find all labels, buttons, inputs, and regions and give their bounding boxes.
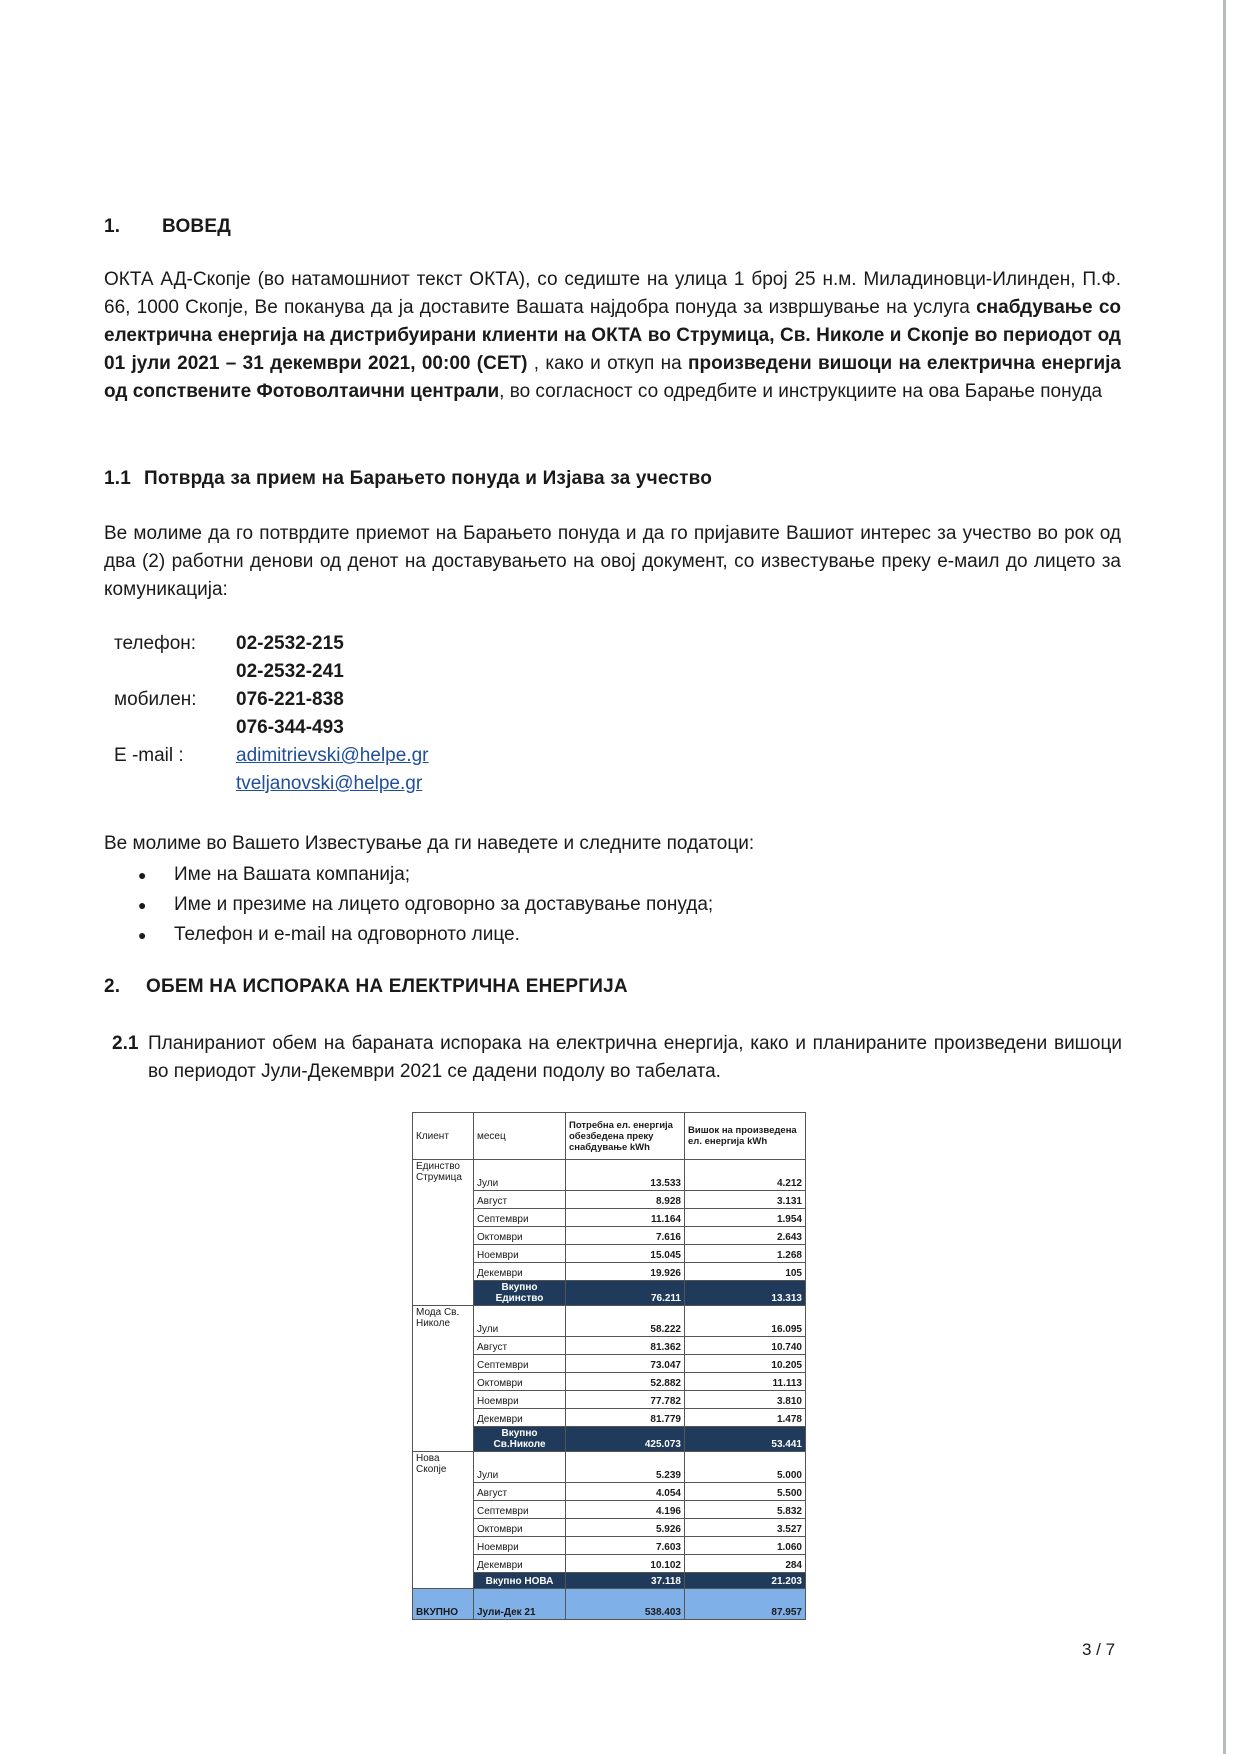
surplus-cell: 105 xyxy=(685,1263,806,1281)
demand-cell: 58.222 xyxy=(566,1306,685,1337)
client-cell: Единство Струмица xyxy=(413,1160,474,1306)
bullet-icon: ● xyxy=(138,897,147,913)
surplus-cell: 3.527 xyxy=(685,1519,806,1537)
grand-total-surplus: 87.957 xyxy=(685,1589,806,1620)
header-client: Клиент xyxy=(413,1113,474,1160)
email-link[interactable]: adimitrievski@helpe.gr xyxy=(236,745,429,766)
subtotal-demand: 425.073 xyxy=(566,1427,685,1452)
subtotal-surplus: 13.313 xyxy=(685,1281,806,1306)
phone-label: телефон: xyxy=(114,633,197,654)
page-edge-divider xyxy=(1223,0,1226,1754)
list-item-text: Име и презиме на лицето одговорно за доставување понуда; xyxy=(174,894,714,915)
mobile-number: 076-221-838 xyxy=(236,689,344,710)
demand-cell: 7.603 xyxy=(566,1537,685,1555)
table-row xyxy=(413,1306,806,1337)
contact-mobile-row xyxy=(114,714,428,742)
surplus-cell: 1.478 xyxy=(685,1409,806,1427)
section-1-heading xyxy=(104,216,231,238)
confirmation-paragraph: Ве молиме да го потврдите приемот на Барањето понуда и да го пријавите Вашиот интерес за учество во рок од два (2) работни денови од денот на доставувањето на овој документ, со известување преку е-маил до лицето за комуникација: xyxy=(104,523,1121,600)
demand-cell: 19.926 xyxy=(566,1263,685,1281)
surplus-cell: 3.131 xyxy=(685,1191,806,1209)
demand-cell: 81.779 xyxy=(566,1409,685,1427)
demand-cell: 13.533 xyxy=(566,1160,685,1191)
header-demand: Потребна ел. енергија обезбедена преку снабдување kWh xyxy=(566,1113,685,1160)
section-title: ОБЕМ НА ИСПОРАКА НА ЕЛЕКТРИЧНА ЕНЕРГИЈА xyxy=(146,976,628,997)
energy-volume-table xyxy=(412,1112,806,1620)
section-number: 1. xyxy=(104,216,121,237)
section-2-heading xyxy=(104,976,628,998)
subtotal-surplus: 21.203 xyxy=(685,1573,806,1589)
subtotal-demand: 37.118 xyxy=(566,1573,685,1589)
list-item xyxy=(138,920,713,950)
demand-cell: 73.047 xyxy=(566,1355,685,1373)
intro-text: , како и откуп на xyxy=(527,353,689,374)
surplus-cell: 11.113 xyxy=(685,1373,806,1391)
month-cell: Август xyxy=(474,1337,566,1355)
subtotal-surplus: 53.441 xyxy=(685,1427,806,1452)
month-cell: Јули xyxy=(474,1452,566,1483)
demand-cell: 77.782 xyxy=(566,1391,685,1409)
intro-text: ОКТА АД-Скопје (во натамошниот текст ОКТА), со седиште на улица 1 број 25 н.м. Миладиновци-Илинден, П.Ф. 66, 1000 Скопје, Ве поканува да ја доставите Вашата најдобра понуда за извршување на услуга xyxy=(104,269,1121,318)
section-title: ВОВЕД xyxy=(162,216,231,237)
intro-paragraph xyxy=(104,266,1121,406)
demand-cell: 4.054 xyxy=(566,1483,685,1501)
subtotal-demand: 76.211 xyxy=(566,1281,685,1306)
client-cell: Мода Св. Николе xyxy=(413,1306,474,1452)
contact-phone-row xyxy=(114,658,428,686)
grand-total-period: Јули-Дек 21 xyxy=(474,1589,566,1620)
surplus-cell: 5.500 xyxy=(685,1483,806,1501)
contact-phone-row xyxy=(114,630,428,658)
list-item-text: Име на Вашата компанија; xyxy=(174,864,411,885)
surplus-cell: 1.954 xyxy=(685,1209,806,1227)
month-cell: Ноември xyxy=(474,1537,566,1555)
month-cell: Ноември xyxy=(474,1391,566,1409)
mobile-number: 076-344-493 xyxy=(236,717,344,738)
month-cell: Декември xyxy=(474,1555,566,1573)
subtotal-label: Вкупно Единство xyxy=(474,1281,566,1306)
demand-cell: 15.045 xyxy=(566,1245,685,1263)
section-1-1-heading xyxy=(104,468,712,490)
table-row xyxy=(413,1452,806,1483)
surplus-cell: 2.643 xyxy=(685,1227,806,1245)
demand-cell: 52.882 xyxy=(566,1373,685,1391)
surplus-cell: 284 xyxy=(685,1555,806,1573)
month-cell: Декември xyxy=(474,1409,566,1427)
grand-total-demand: 538.403 xyxy=(566,1589,685,1620)
list-item-text: Телефон и e-mail на одговорното лице. xyxy=(174,924,520,945)
month-cell: Август xyxy=(474,1191,566,1209)
contact-block xyxy=(114,630,428,798)
section-number: 2. xyxy=(104,976,121,997)
phone-number: 02-2532-215 xyxy=(236,633,344,654)
surplus-cell: 1.268 xyxy=(685,1245,806,1263)
mobile-label: мобилен: xyxy=(114,689,197,710)
bullet-icon: ● xyxy=(138,927,147,943)
demand-cell: 8.928 xyxy=(566,1191,685,1209)
intro-text: , во согласност со одредбите и инструкциите на ова Барање понуда xyxy=(499,381,1103,402)
request-intro: Ве молиме во Вашето Известување да ги наведете и следните податоци: xyxy=(104,833,755,854)
demand-cell: 11.164 xyxy=(566,1209,685,1227)
month-cell: Јули xyxy=(474,1306,566,1337)
surplus-cell: 5.832 xyxy=(685,1501,806,1519)
section-number: 1.1 xyxy=(104,468,132,489)
bullet-list xyxy=(138,860,713,950)
header-surplus: Вишок на произведена ел. енергија kWh xyxy=(685,1113,806,1160)
demand-cell: 5.926 xyxy=(566,1519,685,1537)
table-header-row xyxy=(413,1113,806,1160)
subtotal-label: Вкупно НОВА xyxy=(474,1573,566,1589)
month-cell: Септември xyxy=(474,1355,566,1373)
demand-cell: 81.362 xyxy=(566,1337,685,1355)
surplus-cell: 16.095 xyxy=(685,1306,806,1337)
surplus-cell: 4.212 xyxy=(685,1160,806,1191)
section-2-1-paragraph xyxy=(112,1030,1122,1086)
month-cell: Октомври xyxy=(474,1373,566,1391)
contact-email-row xyxy=(114,742,428,770)
month-cell: Октомври xyxy=(474,1519,566,1537)
demand-cell: 5.239 xyxy=(566,1452,685,1483)
email-link[interactable]: tveljanovski@helpe.gr xyxy=(236,773,423,794)
email-label: E -mail : xyxy=(114,745,184,766)
demand-cell: 10.102 xyxy=(566,1555,685,1573)
header-month: месец xyxy=(474,1113,566,1160)
contact-email-row xyxy=(114,770,428,798)
intro-bold-text: снабдување со електрична енергија на дистрибуирани клиенти на ОКТА во Струмица, Св. Николе и Скопје во периодот од 01 јули 2021 – 31 декември 2021, 00:00 (CET) xyxy=(104,297,1121,374)
intro-bold-text: произведени вишоци на електрична енергија од сопствените Фотоволтаични централи xyxy=(104,353,1122,402)
demand-cell: 7.616 xyxy=(566,1227,685,1245)
month-cell: Септември xyxy=(474,1209,566,1227)
client-cell: Нова Скопје xyxy=(413,1452,474,1589)
demand-cell: 4.196 xyxy=(566,1501,685,1519)
month-cell: Септември xyxy=(474,1501,566,1519)
list-item xyxy=(138,890,713,920)
phone-number: 02-2532-241 xyxy=(236,661,344,682)
subtotal-label: Вкупно Св.Николе xyxy=(474,1427,566,1452)
grand-total-label: ВКУПНО xyxy=(413,1589,474,1620)
month-cell: Ноември xyxy=(474,1245,566,1263)
month-cell: Јули xyxy=(474,1160,566,1191)
page-number: 3 / 7 xyxy=(1082,1640,1116,1659)
contact-mobile-row xyxy=(114,686,428,714)
table-row xyxy=(413,1160,806,1191)
section-title: Потврда за прием на Барањето понуда и Изјава за учество xyxy=(144,468,713,489)
bullet-icon: ● xyxy=(138,867,147,883)
list-item xyxy=(138,860,713,890)
surplus-cell: 1.060 xyxy=(685,1537,806,1555)
month-cell: Октомври xyxy=(474,1227,566,1245)
subsection-text: Планираниот обем на бараната испорака на електрична енергија, како и планираните произведени вишоци во периодот Јули-Декември 2021 се дадени подолу во табелата. xyxy=(148,1033,1122,1082)
grand-total-row xyxy=(413,1589,806,1620)
subsection-number: 2.1 xyxy=(112,1033,139,1054)
surplus-cell: 10.740 xyxy=(685,1337,806,1355)
month-cell: Декември xyxy=(474,1263,566,1281)
month-cell: Август xyxy=(474,1483,566,1501)
surplus-cell: 10.205 xyxy=(685,1355,806,1373)
surplus-cell: 3.810 xyxy=(685,1391,806,1409)
surplus-cell: 5.000 xyxy=(685,1452,806,1483)
